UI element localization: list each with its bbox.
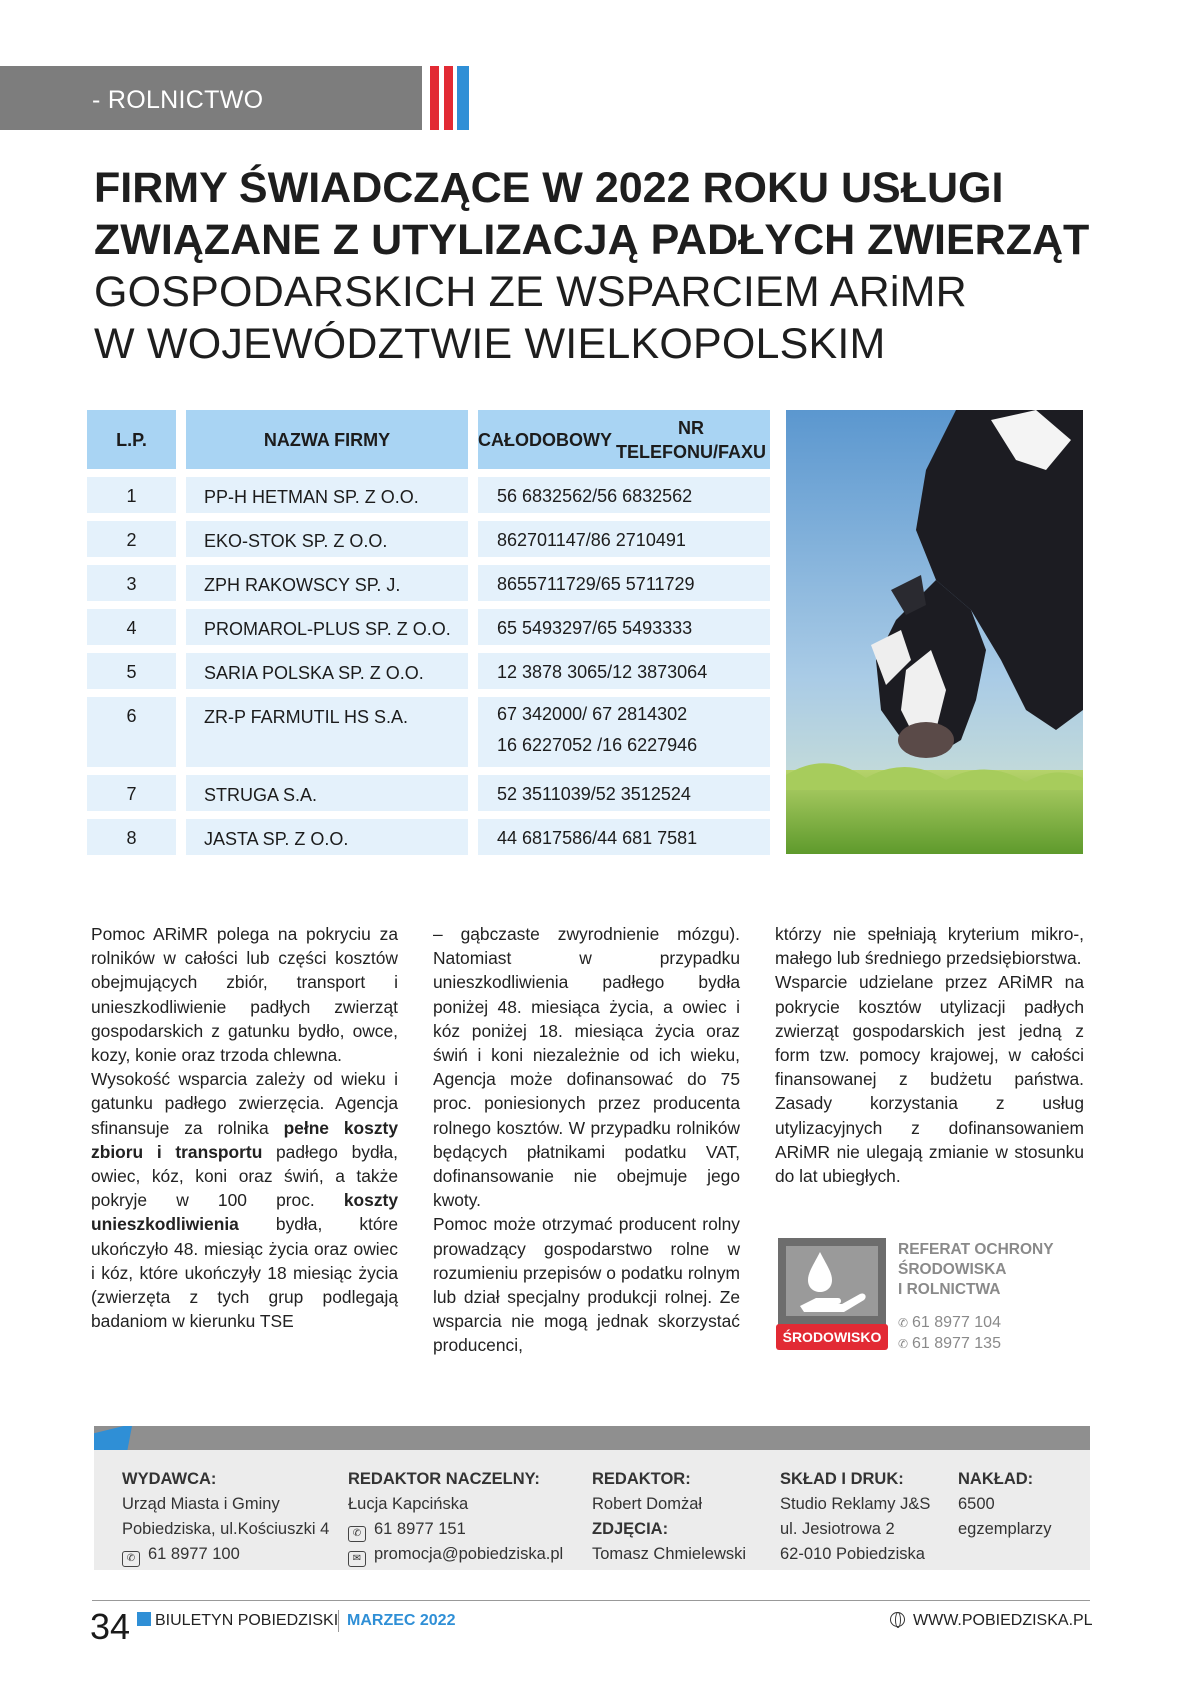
imprint-text: 62-010 Pobiedziska — [780, 1545, 925, 1563]
imprint-email — [348, 1542, 563, 1567]
table-row — [87, 819, 770, 855]
header-lp: L.P. — [87, 410, 176, 469]
cell-lp: 6 — [87, 697, 176, 767]
imprint-text: 6500 — [958, 1495, 995, 1513]
cell-phone — [478, 775, 770, 811]
contact-title-line: REFERAT OCHRONY — [898, 1241, 1054, 1258]
table-row — [87, 521, 770, 557]
flag-stripe-blue — [457, 66, 469, 130]
table-body — [87, 477, 770, 855]
phone-number: 16 6227052 /16 6227946 — [497, 735, 698, 755]
cell-phone — [478, 819, 770, 855]
article-column-2 — [433, 922, 740, 1358]
phone-number: 12 3878 3065/12 3873064 — [497, 662, 708, 682]
imprint-phone — [348, 1517, 563, 1542]
water-hand-icon — [786, 1246, 878, 1316]
article-column-3 — [775, 922, 1084, 1188]
logo-panel — [786, 1246, 878, 1316]
imprint-phone — [122, 1542, 329, 1567]
imprint-band — [94, 1426, 1090, 1450]
article-paragraph: – gąbczaste zwyrodnienie mózgu). Natomiast w przypadku unieszkodliwienia padłego bydła poniżej 48. miesiąca życia, a owiec i kóz poniżej 18. miesiąca życia oraz świń i koni niezależnie od ich wieku, Agencja może dofinansować do 75 proc. poniesionych przez producenta rolnego kosztów. W przypadku rolników będących płatnikami podatku VAT, dofinansowanie nie obejmuje jego kwoty. — [433, 924, 740, 1211]
text-run-bold: koszty unieszkodliwienia — [91, 1190, 398, 1235]
phone-icon: ✆ — [348, 1526, 366, 1542]
cell-lp: 7 — [87, 775, 176, 811]
table-row — [87, 477, 770, 513]
article-paragraph: Pomoc może otrzymać producent rolny prowadzący gospodarstwo rolne w rozumieniu przepisów o podatku rolnym lub dział specjalny produkcji rolnej. Ze wsparcia nie mogą jednak skorzystać producenci, — [433, 1214, 740, 1356]
article-paragraph: Pomoc ARiMR polega na pokryciu za rolników w całości lub części kosztów obejmujących zbiór, transport i unieszkodliwienie padłych zwierząt gospodarskich z gatunku bydło, owce, kozy, konie oraz trzoda chlewna. — [91, 924, 398, 1066]
mail-icon: ✉ — [348, 1551, 366, 1567]
contact-phone-number: 61 8977 135 — [912, 1335, 1001, 1352]
issue-date: MARZEC 2022 — [347, 1612, 456, 1629]
imprint-heading: WYDAWCA: — [122, 1470, 217, 1488]
page-number: 34 — [90, 1606, 131, 1647]
imprint-heading: NAKŁAD: — [958, 1470, 1034, 1488]
imprint-heading: ZDJĘCIA: — [592, 1520, 669, 1538]
cow-image — [786, 410, 1083, 854]
imprint-text: 61 8977 151 — [374, 1520, 466, 1538]
phone-number: 56 6832562/56 6832562 — [497, 486, 693, 506]
website-link[interactable]: WWW.POBIEDZISKA.PL — [913, 1612, 1093, 1629]
imprint-publisher — [122, 1467, 329, 1567]
cell-company-name: ZPH RAKOWSCY SP. J. — [186, 565, 468, 601]
cow-photo — [786, 410, 1083, 854]
website[interactable] — [890, 1612, 1093, 1630]
imprint-heading: SKŁAD I DRUK: — [780, 1470, 904, 1488]
table-row — [87, 565, 770, 601]
contact-phone-2 — [898, 1335, 1001, 1353]
flag-stripe-red — [430, 66, 439, 130]
imprint-text: Łucja Kapcińska — [348, 1495, 469, 1513]
page-title — [94, 162, 1114, 370]
imprint-text: Urząd Miasta i Gminy — [122, 1495, 280, 1513]
imprint-heading: REDAKTOR NACZELNY: — [348, 1470, 540, 1488]
article-paragraph — [91, 1067, 398, 1333]
phone-icon: ✆ — [122, 1551, 140, 1567]
text-run: padłego bydła, owiec, kóz, koni oraz świń, a także pokryje w 100 proc. — [91, 1141, 398, 1211]
cell-lp: 2 — [87, 521, 176, 557]
article-column-1 — [91, 922, 398, 1333]
firms-table — [87, 410, 770, 863]
publication-name: BIULETYN POBIEDZISKI — [155, 1612, 339, 1629]
cell-lp: 1 — [87, 477, 176, 513]
imprint-text: Tomasz Chmielewski — [592, 1545, 747, 1563]
cell-lp: 5 — [87, 653, 176, 689]
section-label: - ROLNICTWO — [92, 86, 264, 114]
cell-company-name: PP-H HETMAN SP. Z O.O. — [186, 477, 468, 513]
cell-company-name: SARIA POLSKA SP. Z O.O. — [186, 653, 468, 689]
contact-title-line: ŚRODOWISKA — [898, 1261, 1007, 1278]
cell-phone — [478, 565, 770, 601]
phone-icon: ✆ — [898, 1337, 909, 1351]
header-phone-line1: CAŁODOBOWY — [478, 429, 612, 450]
phone-number: 67 342000/ 67 2814302 — [497, 704, 688, 724]
article-paragraph: którzy nie spełniają kryterium mikro-, małego lub średniego przedsiębiorstwa. — [775, 924, 1084, 969]
imprint-text: 61 8977 100 — [148, 1545, 240, 1563]
article-paragraph: Wsparcie udzielane przez ARiMR na pokrycie kosztów utylizacji padłych zwierząt gospodarskich jest jedną z form tzw. pomocy krajowej, w całości finansowanej z budżetu państwa. Zasady korzystania z usług utylizacyjnych z dofinansowaniem ARiMR nie ulegają zmianie w stosunku do lat ubiegłych. — [775, 972, 1084, 1187]
cell-phone — [478, 477, 770, 513]
text-run: Wysokość wsparcia zależy od wieku i gatunku padłego zwierzęcia. Agencja sfinansuje za rolnika — [91, 1069, 398, 1138]
publication-marker — [137, 1612, 151, 1626]
header-phone-line2: NR TELEFONU/FAXU — [615, 417, 766, 462]
cell-phone — [478, 697, 770, 767]
table-row — [87, 609, 770, 645]
phone-icon: ✆ — [898, 1316, 909, 1330]
cell-phone — [478, 521, 770, 557]
subtitle-line: GOSPODARSKICH ZE WSPARCIEM ARiMR — [94, 268, 967, 316]
cell-company-name: ZR-P FARMUTIL HS S.A. — [186, 697, 468, 767]
imprint-text: Robert Domżał — [592, 1495, 703, 1513]
table-row — [87, 775, 770, 811]
cell-lp: 8 — [87, 819, 176, 855]
contact-phone-number: 61 8977 104 — [912, 1314, 1001, 1331]
phone-number: 862701147/86 2710491 — [497, 530, 686, 550]
title-line: ZWIĄZANE Z UTYLIZACJĄ PADŁYCH ZWIERZĄT — [94, 216, 1090, 264]
header-name: NAZWA FIRMY — [186, 410, 468, 469]
phone-number: 8655711729/65 5711729 — [497, 574, 695, 594]
table-header-row — [87, 410, 770, 469]
imprint-text: egzemplarzy — [958, 1520, 1052, 1538]
table-row — [87, 697, 770, 767]
imprint-print — [780, 1467, 930, 1567]
cell-company-name: PROMAROL-PLUS SP. Z O.O. — [186, 609, 468, 645]
contact-title-line: I ROLNICTWA — [898, 1281, 1001, 1298]
imprint-text: Studio Reklamy J&S — [780, 1495, 931, 1513]
cell-lp: 3 — [87, 565, 176, 601]
imprint-heading: REDAKTOR: — [592, 1470, 691, 1488]
phone-number: 65 5493297/65 5493333 — [497, 618, 693, 638]
cell-phone — [478, 653, 770, 689]
imprint-text: promocja@pobiedziska.pl — [374, 1545, 564, 1563]
cell-company-name: STRUGA S.A. — [186, 775, 468, 811]
cell-lp: 4 — [87, 609, 176, 645]
text-run: bydła, które ukończyło 48. miesiąc życia oraz owiec i kóz, które ukończyły 18 miesiąc życia (zwierzęta z tych grup podlegają badaniom w kierunku TSE — [91, 1214, 398, 1332]
imprint-text: ul. Jesiotrowa 2 — [780, 1520, 895, 1538]
imprint-text: Pobiedziska, ul.Kościuszki 4 — [122, 1520, 330, 1538]
phone-number: 52 3511039/52 3512524 — [497, 784, 691, 804]
imprint-editor-in-chief — [348, 1467, 563, 1567]
table-row — [87, 653, 770, 689]
cell-company-name: EKO-STOK SP. Z O.O. — [186, 521, 468, 557]
header-phone — [478, 410, 770, 469]
title-line: FIRMY ŚWIADCZĄCE W 2022 ROKU USŁUGI — [94, 164, 1004, 212]
imprint-circulation — [958, 1467, 1052, 1542]
contact-title — [898, 1240, 1098, 1300]
contact-phone-1 — [898, 1314, 1001, 1332]
imprint-editor — [592, 1467, 746, 1567]
globe-icon — [890, 1612, 905, 1627]
environment-badge: ŚRODOWISKO — [776, 1324, 888, 1350]
cell-company-name: JASTA SP. Z O.O. — [186, 819, 468, 855]
footer-separator — [338, 1610, 339, 1632]
text-run-bold: pełne koszty zbioru i transportu — [91, 1117, 398, 1162]
subtitle-line: W WOJEWÓDZTWIE WIELKOPOLSKIM — [94, 320, 886, 368]
footer-rule — [92, 1600, 1090, 1601]
cell-phone — [478, 609, 770, 645]
phone-number: 44 6817586/44 681 7581 — [497, 828, 698, 848]
flag-stripe-red — [444, 66, 453, 130]
